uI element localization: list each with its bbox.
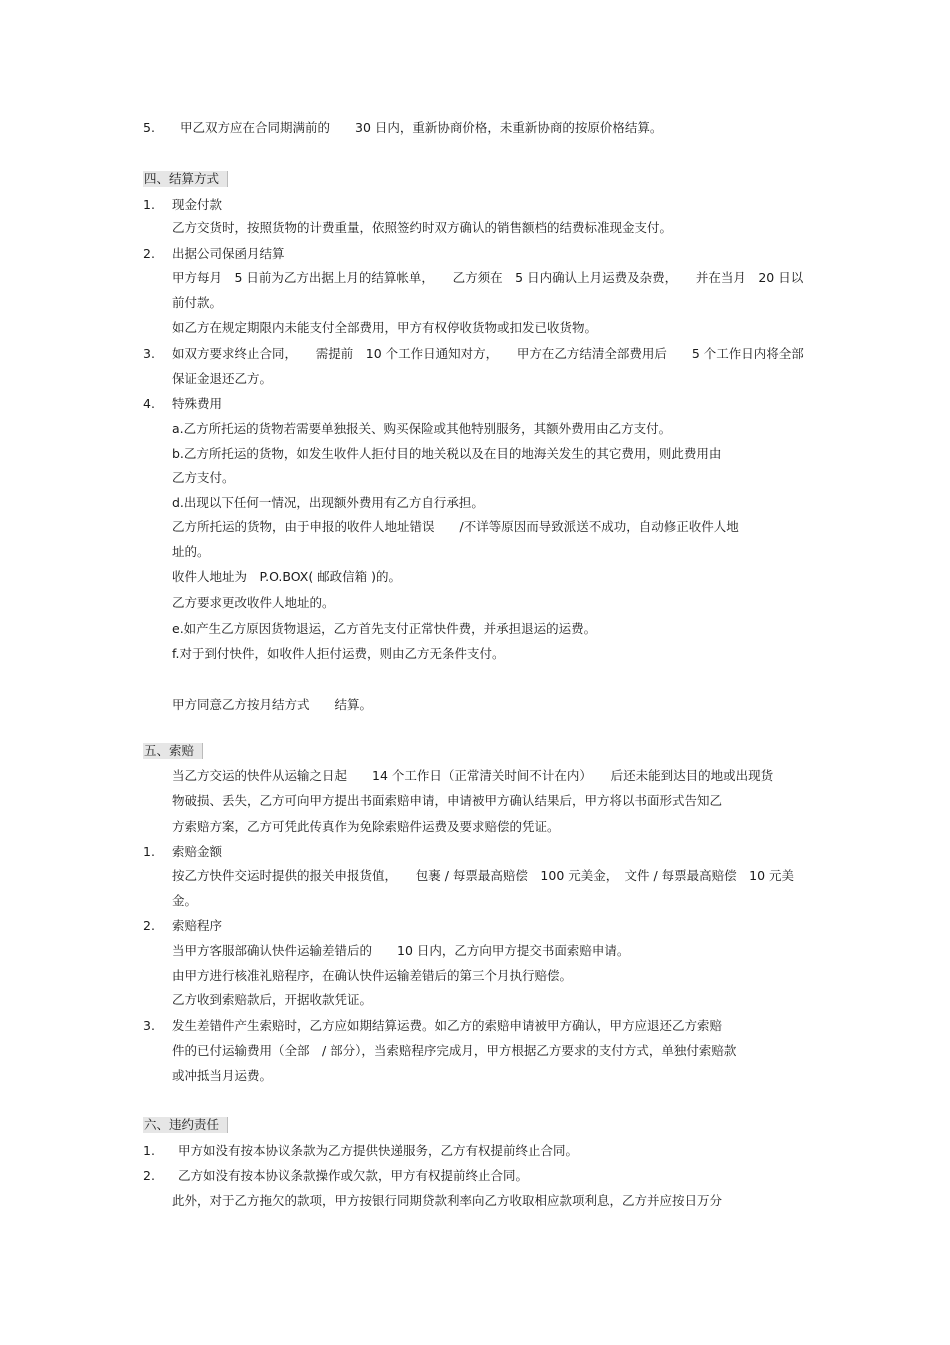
item-number: 4.: [143, 396, 155, 411]
paragraph-line: 乙方支付。: [172, 470, 235, 485]
paragraph-line: 当甲方客服部确认快件运输差错后的 10 日内，乙方向甲方提交书面索赔申请。: [172, 943, 630, 958]
paragraph-line: 乙方交货时，按照货物的计费重量，依照签约时双方确认的销售额档的结费标准现金支付。: [172, 220, 673, 235]
paragraph-line: 如乙方在规定期限内未能支付全部费用，甲方有权停收货物或扣发已收货物。: [172, 320, 598, 335]
item-title-claim-procedure: 索赔程序: [172, 918, 223, 933]
paragraph-line: 当乙方交运的快件从运输之日起 14 个工作日（正常清关时间不计在内） 后还未能到达目的地或出现货: [172, 768, 774, 783]
item-text-termination: 如双方要求终止合同， 需提前 10 个工作日通知对方， 甲方在乙方结清全部费用后 5 个工作日内将全部: [172, 346, 804, 361]
paragraph-line: 前付款。: [172, 295, 223, 310]
item-text-party-a-breach: 甲方如没有按本协议条款为乙方提供快递服务，乙方有权提前终止合同。: [178, 1143, 579, 1158]
paragraph-line: 乙方要求更改收件人地址的。: [172, 595, 335, 610]
item-title-special-fees: 特殊费用: [172, 396, 223, 411]
item-title-claim-amount: 索赔金额: [172, 844, 223, 859]
section-heading-liability: 六、违约责任: [143, 1117, 228, 1133]
sub-item-d: d.出现以下任何一情况，出现额外费用有乙方自行承担。: [172, 495, 484, 510]
item-number: 2.: [143, 246, 155, 261]
item-text-claim-settlement: 发生差错件产生索赔时，乙方应如期结算运费。如乙方的索赔申请被甲方确认，甲方应退还乙方索赔: [172, 1018, 723, 1033]
paragraph-line: 按乙方快件交运时提供的报关申报货值， 包裹 / 每票最高赔偿 100 元美金， 文件 / 每票最高赔偿 10 元美: [172, 868, 795, 883]
sub-item-f: f.对于到付快件，如收件人拒付运费，则由乙方无条件支付。: [172, 646, 505, 661]
paragraph-line: 物破损、丢失，乙方可向甲方提出书面索赔申请，申请被甲方确认结果后，甲方将以书面形式告知乙: [172, 793, 723, 808]
agreement-statement: 甲方同意乙方按月结方式 结算。: [172, 697, 373, 712]
paragraph-line: 或冲抵当月运费。: [172, 1068, 273, 1083]
paragraph-line: 乙方所托运的货物，由于申报的收件人地址错误 /不详等原因而导致派送不成功，自动修正收件人地: [172, 519, 739, 534]
clause-number: 5.: [143, 120, 155, 135]
paragraph-line: 金。: [172, 893, 198, 908]
item-number: 3.: [143, 346, 155, 361]
sub-item-b: b.乙方所托运的货物，如发生收件人拒付目的地关税以及在目的地海关发生的其它费用，则此费用由: [172, 446, 722, 461]
item-title-monthly-settlement: 出据公司保函月结算: [172, 246, 285, 261]
item-number: 1.: [143, 1143, 155, 1158]
item-number: 1.: [143, 844, 155, 859]
paragraph-line: 保证金退还乙方。: [172, 371, 273, 386]
paragraph-line: 此外，对于乙方拖欠的款项，甲方按银行同期贷款利率向乙方收取相应款项利息，乙方并应按日万分: [172, 1193, 723, 1208]
paragraph-line: 乙方收到索赔款后，开据收款凭证。: [172, 992, 373, 1007]
paragraph-line: 收件人地址为 P.O.BOX( 邮政信箱 )的。: [172, 569, 402, 584]
paragraph-line: 址的。: [172, 544, 210, 559]
item-title-cash-payment: 现金付款: [172, 197, 223, 212]
item-number: 2.: [143, 918, 155, 933]
section-heading-settlement: 四、结算方式: [143, 171, 228, 187]
clause-text: 甲乙双方应在合同期满前的 30 日内，重新协商价格，未重新协商的按原价格结算。: [180, 120, 663, 135]
paragraph-line: 件的已付运输费用（全部 / 部分），当索赔程序完成月，甲方根据乙方要求的支付方式，单独付索赔款: [172, 1043, 737, 1058]
paragraph-line: 由甲方进行核准礼赔程序，在确认快件运输差错后的第三个月执行赔偿。: [172, 968, 573, 983]
paragraph-line: 方索赔方案，乙方可凭此传真作为免除索赔件运费及要求赔偿的凭证。: [172, 819, 560, 834]
paragraph-line: 甲方每月 5 日前为乙方出据上月的结算帐单， 乙方须在 5 日内确认上月运费及杂费， 并在当月 20 日以: [172, 270, 804, 285]
item-text-party-b-breach: 乙方如没有按本协议条款操作或欠款，甲方有权提前终止合同。: [178, 1168, 529, 1183]
section-heading-claims: 五、索赔: [143, 743, 203, 759]
item-number: 1.: [143, 197, 155, 212]
sub-item-e: e.如产生乙方原因货物退运，乙方首先支付正常快件费，并承担退运的运费。: [172, 621, 597, 636]
sub-item-a: a.乙方所托运的货物若需要单独报关、购买保险或其他特别服务，其额外费用由乙方支付。: [172, 421, 672, 436]
item-number: 2.: [143, 1168, 155, 1183]
item-number: 3.: [143, 1018, 155, 1033]
